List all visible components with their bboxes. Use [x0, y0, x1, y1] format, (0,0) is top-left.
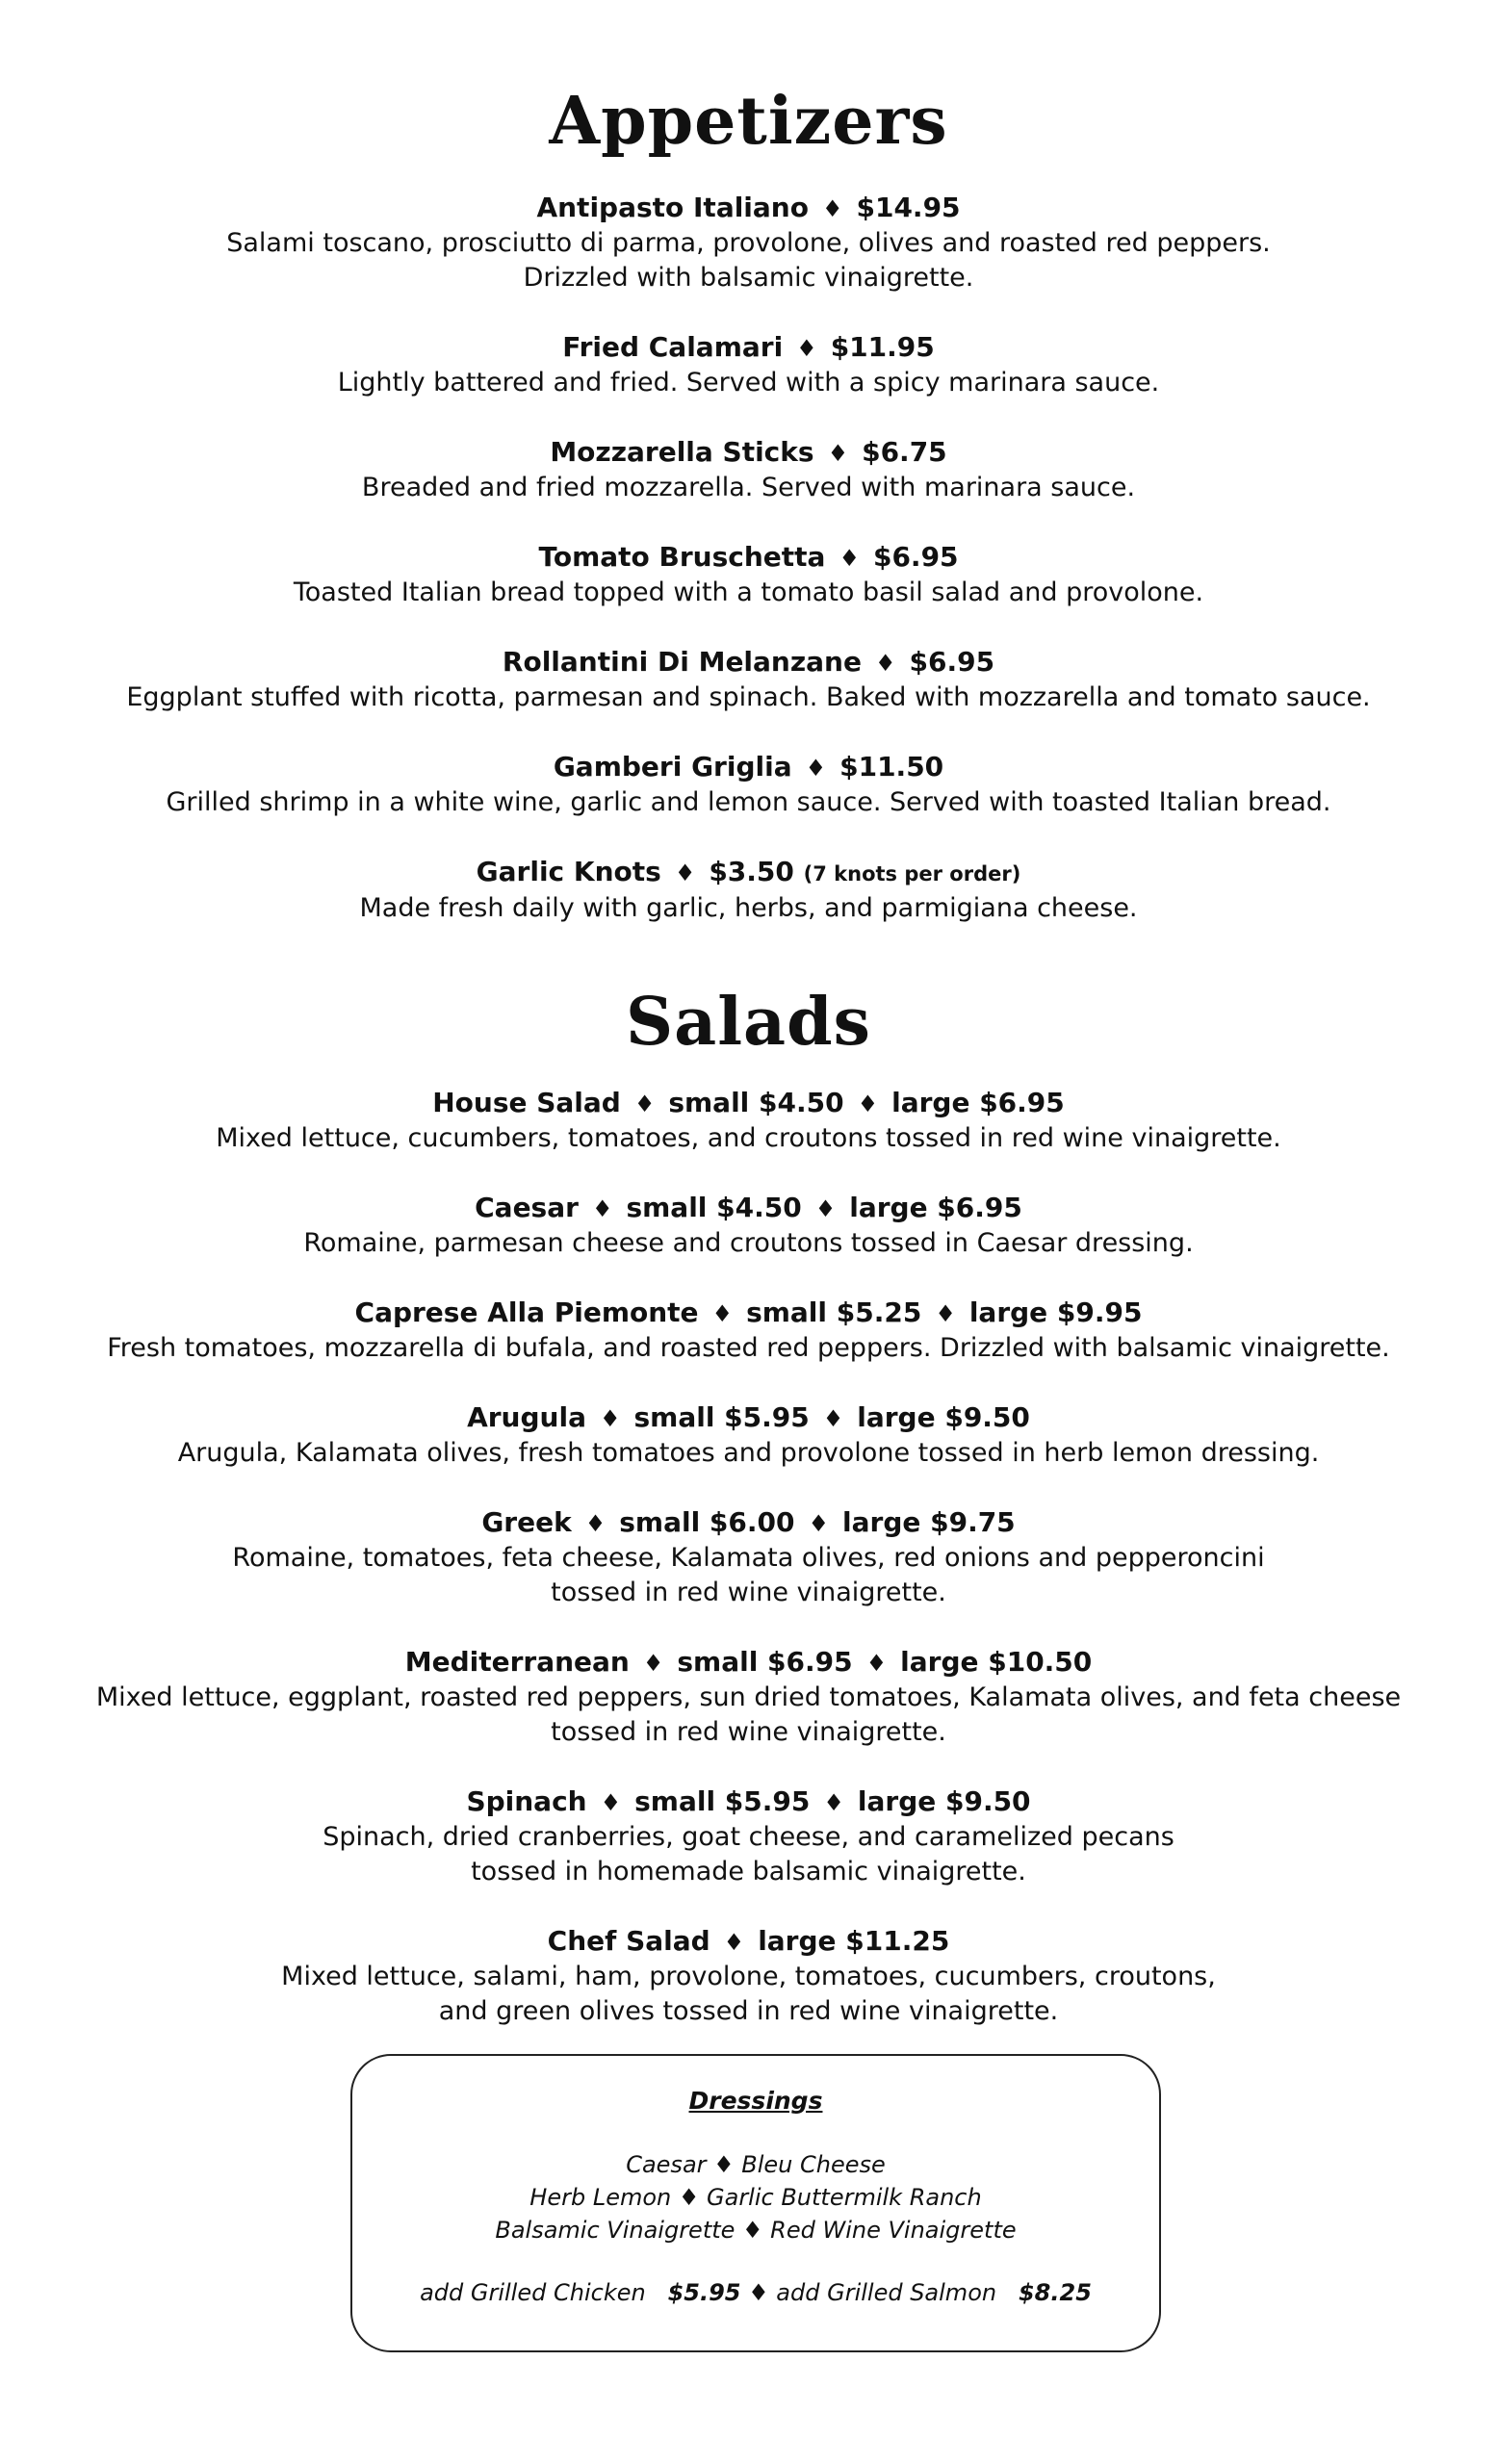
description-line: Grilled shrimp in a white wine, garlic and lemon sauce. Served with toasted Italian bread.	[166, 787, 1331, 817]
large-price: large $6.95	[849, 1192, 1022, 1223]
item-name: Fried Calamari	[562, 331, 784, 363]
diamond-separator-icon: ♦	[865, 1650, 888, 1677]
item-heading	[0, 750, 1497, 785]
small-price: small $5.25	[746, 1296, 922, 1328]
large-price: large $10.50	[900, 1646, 1093, 1678]
item-price: $6.95	[872, 541, 959, 573]
large-price: large $9.75	[842, 1506, 1016, 1538]
item-heading	[0, 191, 1497, 226]
item-name: Mediterranean	[404, 1646, 630, 1678]
menu-item	[0, 1086, 1497, 1156]
item-description	[0, 576, 1497, 610]
item-heading	[0, 1924, 1497, 1960]
dressing-line: Herb Lemon ♦ Garlic Buttermilk Ranch	[529, 2184, 982, 2211]
addon-salmon-price: $8.25	[1018, 2279, 1092, 2306]
description-line: Breaded and fried mozzarella. Served with marinara sauce.	[361, 473, 1136, 502]
dressings-box	[350, 2054, 1161, 2352]
item-price: $6.75	[862, 436, 947, 468]
item-heading	[0, 1505, 1497, 1541]
description-line: Toasted Italian bread topped with a tomato basil salad and provolone.	[293, 578, 1204, 607]
item-heading	[0, 330, 1497, 366]
item-name: Chef Salad	[547, 1925, 710, 1957]
description-line: Lightly battered and fried. Served with a spicy marinara sauce.	[337, 368, 1160, 398]
item-name: Greek	[481, 1506, 572, 1538]
item-price: $6.95	[909, 646, 995, 678]
addon-salmon-label: add Grilled Salmon	[776, 2279, 997, 2306]
item-heading	[0, 540, 1497, 576]
item-price: $11.50	[839, 751, 944, 783]
diamond-separator-icon: ♦	[822, 1405, 844, 1432]
item-heading	[0, 1086, 1497, 1121]
diamond-separator-icon: ♦	[857, 1091, 879, 1117]
small-price: small $6.95	[677, 1646, 853, 1678]
menu-item	[0, 1505, 1497, 1610]
item-name: Antipasto Italiano	[536, 192, 809, 223]
description-line: Fresh tomatoes, mozzarella di bufala, and roasted red peppers. Drizzled with balsamic vinaigrette.	[107, 1333, 1390, 1363]
item-price: $14.95	[856, 192, 961, 223]
small-price: small $4.50	[668, 1087, 844, 1118]
item-name: Garlic Knots	[476, 856, 661, 887]
diamond-separator-icon: ♦	[814, 1195, 837, 1222]
menu-item	[0, 330, 1497, 400]
addons-line	[352, 2279, 1159, 2306]
appetizer-list	[0, 191, 1497, 961]
description-line: Eggplant stuffed with ricotta, parmesan and spinach. Baked with mozzarella and tomato sauce.	[126, 682, 1371, 712]
large-price: large $9.50	[857, 1401, 1030, 1433]
item-description	[0, 1681, 1497, 1750]
description-line: Mixed lettuce, cucumbers, tomatoes, and croutons tossed in red wine vinaigrette.	[216, 1123, 1281, 1153]
item-description	[0, 1331, 1497, 1366]
item-heading	[0, 1400, 1497, 1436]
menu-item	[0, 855, 1497, 926]
item-description	[0, 1820, 1497, 1889]
salads-heading: Salads	[626, 984, 871, 1061]
large-price: large $9.50	[857, 1785, 1031, 1817]
item-name: Mozzarella Sticks	[550, 436, 814, 468]
small-price: small $4.50	[626, 1192, 802, 1223]
item-price: $3.50	[709, 856, 794, 887]
menu-item	[0, 645, 1497, 715]
description-line: Spinach, dried cranberries, goat cheese, and caramelized pecans	[323, 1822, 1174, 1852]
large-price: large $6.95	[891, 1087, 1065, 1118]
item-description	[0, 1436, 1497, 1471]
description-line: Romaine, tomatoes, feta cheese, Kalamata olives, red onions and pepperoncini	[232, 1543, 1265, 1573]
diamond-separator-icon: ♦	[874, 650, 896, 677]
description-line: tossed in homemade balsamic vinaigrette.	[471, 1857, 1026, 1886]
item-heading	[0, 435, 1497, 471]
diamond-separator-icon: ♦	[821, 195, 843, 222]
item-description	[0, 785, 1497, 820]
addon-chicken-label: add Grilled Chicken	[420, 2279, 646, 2306]
diamond-separator-icon: ♦	[935, 1300, 956, 1327]
description-line: Drizzled with balsamic vinaigrette.	[523, 263, 974, 293]
item-heading	[0, 1645, 1497, 1681]
menu-item	[0, 1645, 1497, 1750]
large-price: large $9.95	[968, 1296, 1143, 1328]
item-description	[0, 366, 1497, 400]
item-name: Caprese Alla Piemonte	[354, 1296, 699, 1328]
diamond-separator-icon: ♦	[823, 1789, 844, 1816]
diamond-separator-icon: ♦	[600, 1789, 622, 1816]
description-line: Romaine, parmesan cheese and croutons tossed in Caesar dressing.	[303, 1228, 1194, 1258]
diamond-separator-icon: ♦	[827, 440, 849, 467]
item-heading	[0, 855, 1497, 891]
diamond-separator-icon: ♦	[642, 1650, 664, 1677]
appetizers-heading: Appetizers	[549, 83, 948, 160]
diamond-separator-icon: ♦	[584, 1510, 607, 1537]
item-description	[0, 471, 1497, 505]
diamond-separator-icon: ♦	[839, 545, 860, 572]
item-name: Tomato Bruschetta	[538, 541, 826, 573]
addon-chicken-price: $5.95	[667, 2279, 741, 2306]
item-name: Gamberi Griglia	[553, 751, 792, 783]
salad-list	[0, 1086, 1497, 2064]
description-line: tossed in red wine vinaigrette.	[551, 1717, 946, 1747]
menu-item	[0, 435, 1497, 505]
diamond-separator-icon: ♦	[808, 1510, 830, 1537]
diamond-separator-icon: ♦	[805, 755, 827, 782]
dressings-heading: Dressings	[688, 2087, 823, 2115]
small-price: small $6.00	[619, 1506, 795, 1538]
item-description	[0, 680, 1497, 715]
menu-item	[0, 191, 1497, 295]
diamond-separator-icon: ♦	[748, 2279, 769, 2306]
description-line: Arugula, Kalamata olives, fresh tomatoes and provolone tossed in herb lemon dressing.	[177, 1438, 1320, 1468]
menu-item	[0, 1784, 1497, 1889]
small-price: small $5.95	[633, 1401, 810, 1433]
description-line: Made fresh daily with garlic, herbs, and parmigiana cheese.	[359, 893, 1138, 923]
item-heading	[0, 1784, 1497, 1820]
item-heading	[0, 645, 1497, 680]
menu-item	[0, 1400, 1497, 1471]
menu-item	[0, 540, 1497, 610]
menu-item	[0, 750, 1497, 820]
item-name: Caesar	[475, 1192, 579, 1223]
item-heading	[0, 1296, 1497, 1331]
diamond-separator-icon: ♦	[599, 1405, 621, 1432]
diamond-separator-icon: ♦	[591, 1195, 613, 1222]
description-line: and green olives tossed in red wine vinaigrette.	[438, 1996, 1059, 2026]
item-name: Spinach	[466, 1785, 587, 1817]
item-description	[0, 1960, 1497, 2029]
large-price: large $11.25	[758, 1925, 950, 1957]
diamond-separator-icon: ♦	[633, 1091, 656, 1117]
diamond-separator-icon: ♦	[723, 1929, 745, 1956]
description-line: tossed in red wine vinaigrette.	[551, 1578, 946, 1607]
item-name: Arugula	[467, 1401, 586, 1433]
item-name: House Salad	[432, 1087, 621, 1118]
dressings-list	[352, 2148, 1159, 2246]
item-description	[0, 1121, 1497, 1156]
diamond-separator-icon: ♦	[796, 335, 817, 362]
dressing-line: Caesar ♦ Bleu Cheese	[626, 2151, 886, 2178]
dressing-line: Balsamic Vinaigrette ♦ Red Wine Vinaigrette	[495, 2217, 1017, 2244]
menu-item	[0, 1924, 1497, 2029]
item-description	[0, 1541, 1497, 1610]
item-description	[0, 1226, 1497, 1261]
menu-item	[0, 1296, 1497, 1366]
item-description	[0, 226, 1497, 295]
description-line: Salami toscano, prosciutto di parma, provolone, olives and roasted red peppers.	[226, 228, 1271, 258]
description-line: Mixed lettuce, eggplant, roasted red peppers, sun dried tomatoes, Kalamata olives, and feta cheese	[95, 1682, 1402, 1712]
diamond-separator-icon: ♦	[711, 1300, 734, 1327]
menu-item	[0, 1191, 1497, 1261]
item-description	[0, 891, 1497, 926]
item-name: Rollantini Di Melanzane	[502, 646, 862, 678]
diamond-separator-icon: ♦	[674, 860, 696, 886]
item-price: $11.95	[830, 331, 935, 363]
item-heading	[0, 1191, 1497, 1226]
small-price: small $5.95	[634, 1785, 811, 1817]
description-line: Mixed lettuce, salami, ham, provolone, tomatoes, cucumbers, croutons,	[281, 1962, 1216, 1991]
item-note: (7 knots per order)	[803, 862, 1021, 886]
